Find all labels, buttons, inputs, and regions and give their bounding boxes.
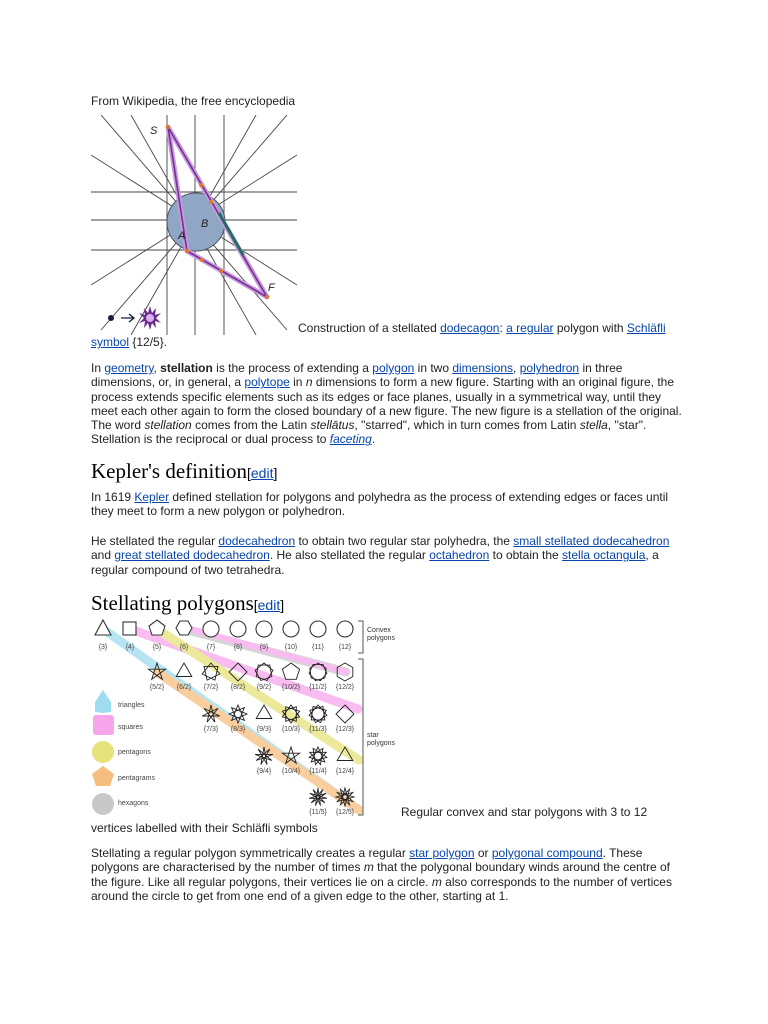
- schlafli-label: {9/2}: [256, 684, 272, 691]
- figure2-caption-line2: vertices labelled with their Schläfli symbols: [91, 821, 318, 835]
- schlafli-label: {11}: [312, 644, 324, 651]
- schlafli-label: {10/3}: [281, 726, 301, 733]
- heading-keplers-definition: Kepler's definition[edit]: [91, 459, 278, 483]
- star-polygon-icon: [309, 705, 327, 723]
- schlafli-label: {12/5}: [335, 809, 355, 816]
- edit-link-kepler[interactable]: edit: [250, 465, 274, 481]
- convex-row: [95, 620, 353, 637]
- figure2-caption-line1: Regular convex and star polygons with 3 to 12: [401, 805, 648, 819]
- schlafli-label: {11/4}: [309, 768, 327, 775]
- schlafli-label: {10/2}: [281, 684, 301, 691]
- dot-icon: [108, 315, 114, 321]
- schlafli-label: {8/2}: [230, 684, 246, 691]
- star-polygon-table-figure: [91, 615, 401, 820]
- star-bracket: [358, 659, 363, 815]
- legend-triangles-swatch: [95, 690, 111, 713]
- decagon-icon: [283, 621, 299, 637]
- link-polyhedron[interactable]: polyhedron: [519, 361, 580, 375]
- schlafli-label: {11/3}: [309, 726, 327, 733]
- convex-bracket: [358, 621, 363, 653]
- link-small-stellated-dodecahedron[interactable]: small stellated dodecahedron: [513, 534, 670, 548]
- link-schlafli[interactable]: Schläfli: [626, 321, 666, 335]
- figure1-caption-line2: symbol {12/5}.: [91, 335, 168, 349]
- heading-stellating-polygons: Stellating polygons[edit]: [91, 591, 285, 615]
- edit-link-stellating[interactable]: edit: [257, 597, 281, 613]
- vertex-dot: [200, 258, 204, 262]
- vertex-dot: [166, 125, 170, 129]
- schlafli-label: {9/4}: [256, 768, 272, 775]
- label-f: F: [268, 282, 275, 294]
- hexagon-icon: [176, 621, 192, 635]
- star-dodecagon-icon: [139, 306, 161, 330]
- schlafli-label: {7}: [206, 644, 216, 651]
- convex-label-1: Convex: [367, 627, 391, 634]
- schlafli-label: {6/2}: [176, 684, 192, 691]
- star-polygon-icon: [282, 663, 299, 679]
- schlafli-label: {9}: [259, 644, 269, 651]
- schlafli-label: {5/2}: [149, 684, 165, 691]
- link-polygonal-compound[interactable]: polygonal compound: [491, 846, 603, 860]
- vertex-dot: [185, 249, 189, 253]
- vertex-dot: [199, 183, 203, 187]
- arrow-icon: [121, 314, 134, 322]
- link-polytope[interactable]: polytope: [244, 375, 290, 390]
- legend-triangles: triangles: [118, 702, 145, 709]
- schlafli-label: {5}: [152, 644, 162, 651]
- schlafli-label: {10/4}: [281, 768, 301, 775]
- schlafli-label: {12/3}: [335, 726, 355, 733]
- pentagon-icon: [149, 620, 165, 635]
- link-dodecagon[interactable]: dodecagon: [440, 321, 500, 335]
- intro-paragraph: In geometry, stellation is the process of extending a polygon in two dimensions, polyhedron in three dimensions, or, in general, a polytope in n dimensions to form a new figure. Starting with an original figure, the process extends specific elements such as its edges or face planes, usually in a symmetrical way, until they meet each other again to form the closed boundary of a new figure. The new figure is a stellation of the original. The word stellation comes from the Latin stellātus, "starred", which in turn comes from Latin stella, "star". Stellation is the reciprocal or dual process to faceting.: [91, 361, 682, 447]
- schlafli-label: {12}: [338, 644, 352, 651]
- link-great-stellated-dodecahedron[interactable]: great stellated dodecahedron: [114, 548, 270, 563]
- legend: [92, 690, 155, 815]
- schlafli-label: {4}: [125, 644, 135, 651]
- star-polygon-icon: [309, 747, 327, 765]
- star-polygon-icon: [176, 663, 192, 677]
- link-a-regular[interactable]: a regular: [506, 321, 554, 335]
- stellating-paragraph: Stellating a regular polygon symmetrically creates a regular star polygon or polygonal compound. These polygons are characterised by the number of times m that the polygonal boundary winds around the centre of the figure. Like all regular polygons, their vertices lie on a circle. m also corresponds to the number of vertices around the circle to get from one end of a given edge to the other, starting at 1.: [91, 846, 672, 903]
- legend-pentagrams-swatch: [92, 766, 114, 786]
- link-faceting[interactable]: faceting: [329, 432, 372, 447]
- star-label-1: star: [367, 732, 379, 739]
- kepler-paragraph-2: He stellated the regular dodecahedron to obtain two regular star polyhedra, the small stellated dodecahedron and great stellated dodecahedron. He also stellated the regular octahedron to obtain the stella octangula, a regular compound of two tetrahedra.: [91, 534, 670, 577]
- schlafli-label: {7/2}: [203, 684, 219, 691]
- schlafli-label: {9/3}: [256, 726, 272, 733]
- stellated-dodecagon-figure: [91, 115, 297, 335]
- vertex-dot: [209, 200, 213, 204]
- schlafli-label: {11/2}: [309, 684, 327, 691]
- nonagon-icon: [256, 621, 272, 637]
- square-icon: [123, 622, 136, 635]
- kepler-paragraph-1: In 1619 Kepler defined stellation for polygons and polyhedra as the process of extending edges or faces until they meet to form a new polygon or polyhedron.: [91, 490, 669, 519]
- legend-pentagrams: pentagrams: [118, 775, 155, 782]
- term-stellation: stellation: [160, 361, 213, 375]
- link-stella-octangula[interactable]: stella octangula: [562, 548, 646, 563]
- tagline: From Wikipedia, the free encyclopedia: [91, 94, 296, 108]
- schlafli-label: {7/3}: [203, 726, 219, 733]
- vertex-dot: [265, 295, 269, 299]
- schlafli-label: {12/4}: [335, 768, 355, 775]
- link-octahedron[interactable]: octahedron: [429, 548, 490, 563]
- label-a: A: [178, 230, 186, 242]
- link-symbol[interactable]: symbol: [91, 335, 130, 349]
- legend-hexagons: hexagons: [118, 800, 149, 807]
- link-dimensions[interactable]: dimensions: [452, 361, 514, 375]
- link-kepler[interactable]: Kepler: [134, 490, 170, 504]
- convex-label-2: polygons: [367, 635, 396, 642]
- legend-pentagons-swatch: [92, 741, 114, 763]
- figure1-caption-line1: Construction of a stellated dodecagon: a regular polygon with Schläfli: [298, 321, 666, 335]
- schlafli-label: {3}: [98, 644, 108, 651]
- link-star-polygon[interactable]: star polygon: [409, 846, 475, 860]
- legend-hexagons-swatch: [92, 793, 114, 815]
- legend-squares-swatch: [93, 715, 114, 735]
- schlafli-label: {8}: [233, 644, 243, 651]
- schlafli-label: {10}: [284, 644, 298, 651]
- vertex-dot: [219, 269, 223, 273]
- schlafli-label: {11/5}: [309, 809, 327, 816]
- label-b: B: [201, 218, 209, 230]
- octagon-icon: [230, 621, 246, 637]
- heptagon-icon: [203, 621, 219, 637]
- link-polygon[interactable]: polygon: [372, 361, 415, 375]
- label-s: S: [150, 125, 158, 137]
- schlafli-label: {12/2}: [335, 684, 355, 691]
- schlafli-label: {6}: [179, 644, 189, 651]
- star-label-2: polygons: [367, 740, 396, 747]
- link-geometry[interactable]: geometry: [104, 361, 154, 375]
- legend-squares: squares: [118, 724, 143, 731]
- link-dodecahedron[interactable]: dodecahedron: [218, 534, 296, 548]
- hendecagon-icon: [310, 621, 326, 637]
- legend-pentagons: pentagons: [118, 749, 151, 756]
- dodecagon-icon: [337, 621, 353, 637]
- schlafli-label: {8/3}: [230, 726, 246, 733]
- dodecagon-circle: [167, 193, 225, 251]
